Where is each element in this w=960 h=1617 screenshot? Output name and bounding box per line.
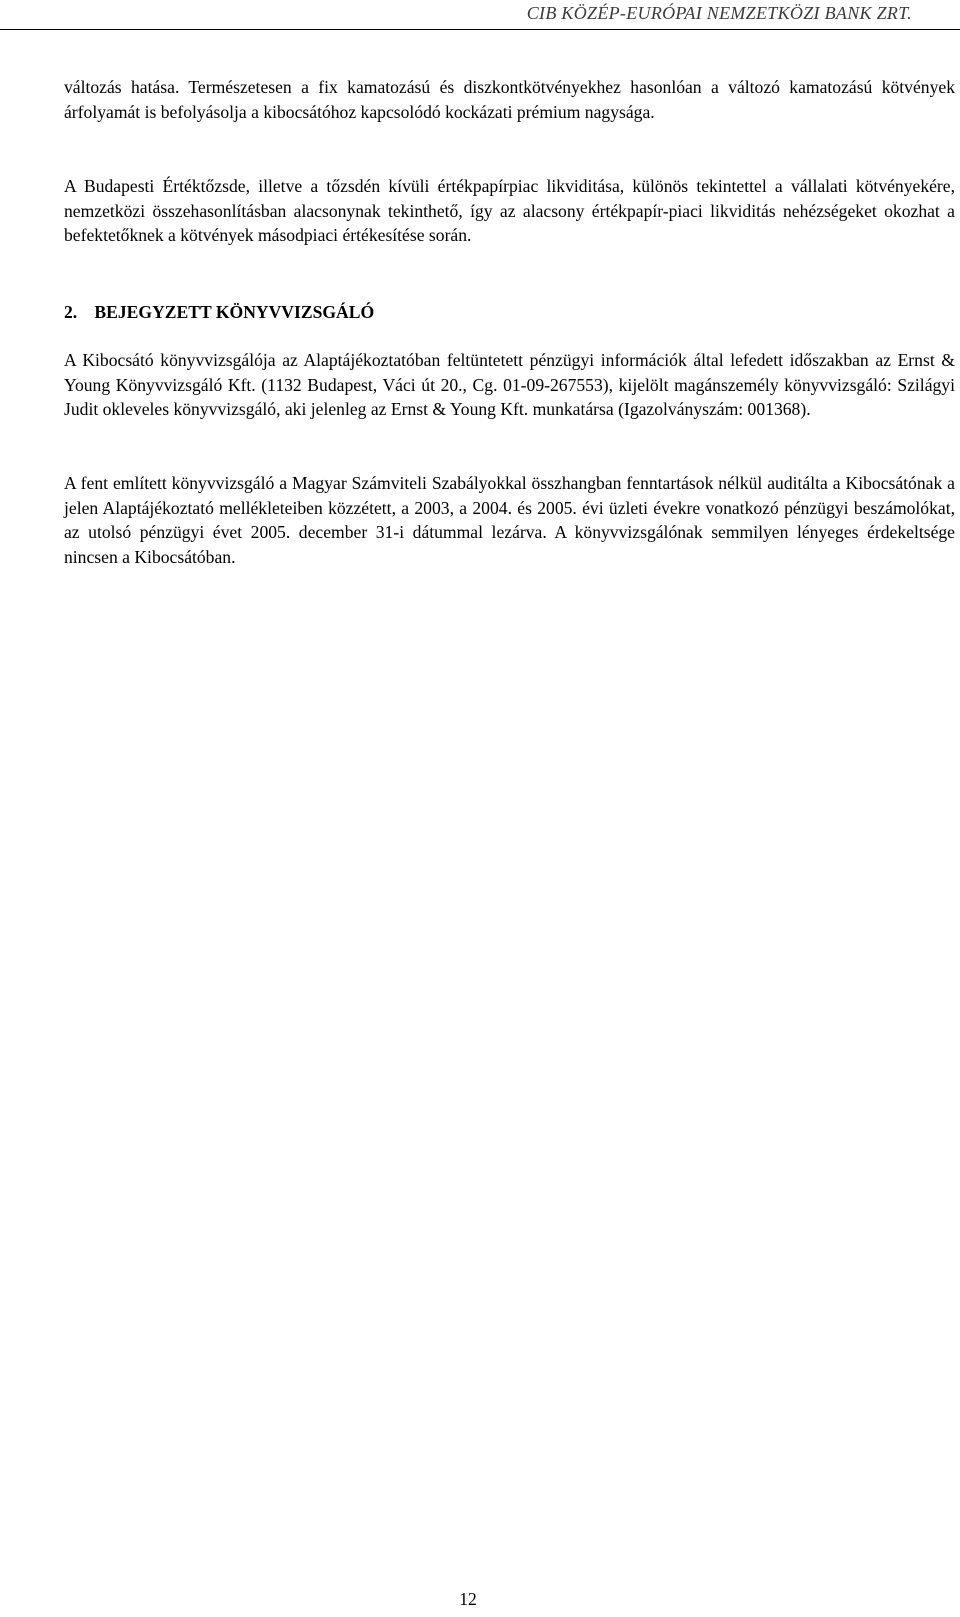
running-header — [0, 0, 960, 30]
running-header-title: CIB KÖZÉP-EURÓPAI NEMZETKÖZI BANK ZRT. — [526, 3, 912, 23]
section-title: BEJEGYZETT KÖNYVVIZSGÁLÓ — [94, 302, 375, 322]
page-number: 12 — [459, 1589, 477, 1609]
paragraph-audit-statement: A fent említett könyvvizsgáló a Magyar Számviteli Szabályokkal összhangban fenntartások nélkül auditálta a Kibocsátónak a jelen Alaptájékoztató mellékleteiben közzétett, a 2003, a 2004. és 2005. évi üzleti évekre vonatkozó pénzügyi beszámolókat, az utolsó pénzügyi évet 2005. december 31-i dátummal lezárva. A könyvvizsgálónak semmilyen lényeges érdekeltsége nincsen a Kibocsátóban. — [64, 473, 955, 567]
section-number: 2. — [64, 302, 78, 322]
paragraph-risk-premium: változás hatása. Természetesen a fix kamatozású és diszkontkötvényekhez hasonlóan a változó kamatozású kötvények árfolyamát is befolyásolja a kibocsátóhoz kapcsolódó kockázati prémium nagysága. — [64, 77, 955, 122]
paragraph-liquidity: A Budapesti Értéktőzsde, illetve a tőzsdén kívüli értékpapírpiac likviditása, különös tekintettel a vállalati kötvényekére, nemzetközi összehasonlításban alacsonynak tekinthető, így az alacsony értékpapír-piaci likviditás nehézségeket okozhat a befektetőknek a kötvények másodpiaci értékesítése során. — [64, 176, 955, 245]
paragraph-auditor: A Kibocsátó könyvvizsgálója az Alaptájékoztatóban feltüntetett pénzügyi információk által lefedett időszakban az Ernst & Young Könyvvizsgáló Kft. (1132 Budapest, Váci út 20., Cg. 01-09-267553), kijelölt magánszemély könyvvizsgáló: Szilágyi Judit okleveles könyvvizsgáló, aki jelenleg az Ernst & Young Kft. munkatársa (Igazolványszám: 001368). — [64, 350, 955, 419]
section-heading — [64, 300, 374, 324]
